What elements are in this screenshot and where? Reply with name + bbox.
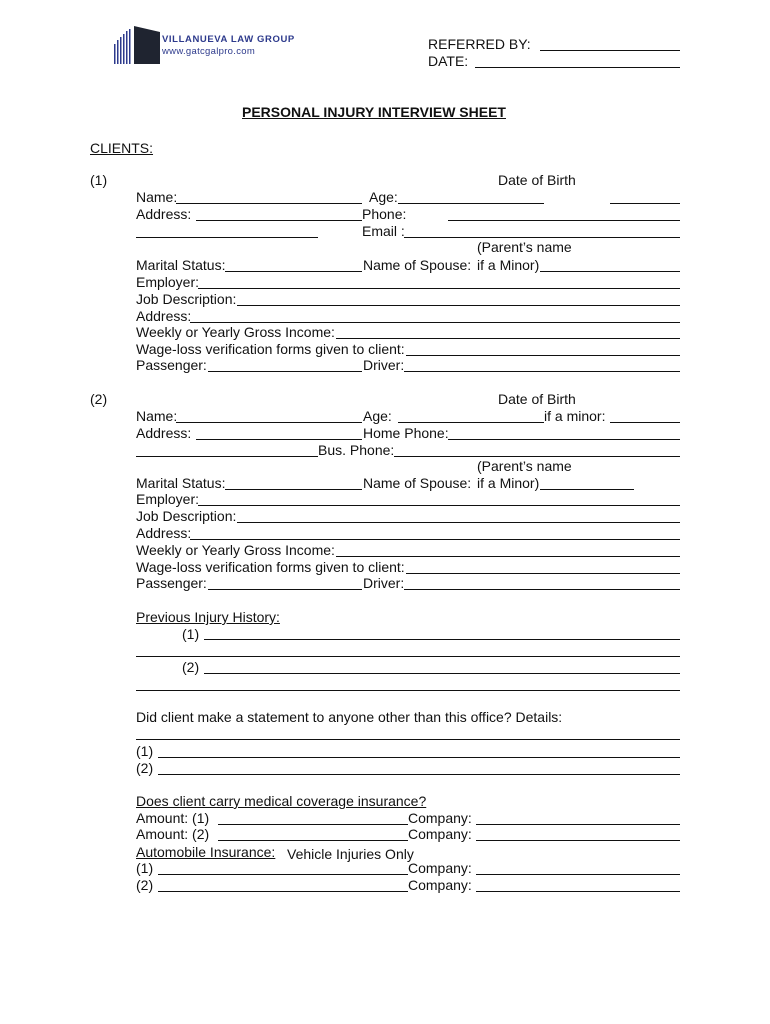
client1-email-field[interactable] xyxy=(404,237,680,238)
client2-address-line2-field[interactable] xyxy=(136,456,318,457)
client2-address2-field[interactable] xyxy=(190,539,680,540)
date-label: DATE: xyxy=(428,53,469,69)
client2-home-phone-field[interactable] xyxy=(448,439,680,440)
client2-age-field[interactable] xyxy=(398,422,544,423)
client2-driver-field[interactable] xyxy=(404,589,680,590)
client2-if-minor-label: if a Minor) xyxy=(477,475,540,491)
client1-parents-name-label: (Parent’s name xyxy=(477,239,572,255)
client2-home-phone-label: Home Phone: xyxy=(363,425,449,441)
statement-item2-field[interactable] xyxy=(158,774,680,775)
client1-wage-label: Wage-loss verification forms given to client: xyxy=(136,341,405,357)
amount2-label: Amount: (2) xyxy=(136,826,210,842)
injury-item2-line2-field[interactable] xyxy=(136,690,680,691)
client1-marital-label: Marital Status: xyxy=(136,257,226,273)
client1-parent-spouse-field[interactable] xyxy=(540,271,680,272)
date-field[interactable] xyxy=(475,67,680,68)
insurance-heading: Does client carry medical coverage insurance? xyxy=(136,793,427,809)
client2-marital-field[interactable] xyxy=(225,489,362,490)
client2-dob-label: Date of Birth xyxy=(498,391,576,407)
client2-employer-field[interactable] xyxy=(198,505,680,506)
client1-income-label: Weekly or Yearly Gross Income: xyxy=(136,324,335,340)
client2-address-field[interactable] xyxy=(196,439,362,440)
client2-bus-phone-label: Bus. Phone: xyxy=(318,442,395,458)
client2-name-label: Name: xyxy=(136,408,178,424)
client2-address-label: Address: xyxy=(136,425,192,441)
client2-bus-phone-field[interactable] xyxy=(394,456,680,457)
client1-name-field[interactable] xyxy=(176,203,362,204)
company1-field[interactable] xyxy=(476,824,680,825)
auto-insurance-heading: Automobile Insurance: xyxy=(136,844,276,860)
client1-address-field[interactable] xyxy=(196,220,362,221)
client2-job-label: Job Description: xyxy=(136,508,237,524)
client1-dob-field[interactable] xyxy=(610,203,680,204)
client2-age-label: Age: xyxy=(363,408,392,424)
client1-driver-field[interactable] xyxy=(404,371,680,372)
client1-email-label: Email : xyxy=(362,223,405,239)
injury-item1-field[interactable] xyxy=(204,639,680,640)
client1-age-label: Age: xyxy=(369,189,398,205)
firm-logo xyxy=(110,22,350,66)
injury-item1-line2-field[interactable] xyxy=(136,656,680,657)
injury-history-heading: Previous Injury History: xyxy=(136,609,280,625)
client2-wage-field[interactable] xyxy=(406,573,680,574)
client1-wage-field[interactable] xyxy=(406,355,680,356)
client1-number: (1) xyxy=(90,172,108,188)
vehicle-injuries-note: Vehicle Injuries Only xyxy=(287,846,414,862)
amount1-label: Amount: (1) xyxy=(136,810,210,826)
injury-item2-field[interactable] xyxy=(204,673,680,674)
company2-field[interactable] xyxy=(476,840,680,841)
amount2-field[interactable] xyxy=(218,840,408,841)
client2-passenger-label: Passenger: xyxy=(136,575,207,591)
logo-firm-name: VILLANUEVA LAW GROUP xyxy=(162,34,295,45)
amount1-field[interactable] xyxy=(218,824,408,825)
client2-income-field[interactable] xyxy=(336,556,680,557)
statement-item1-label: (1) xyxy=(136,743,154,759)
client1-job-field[interactable] xyxy=(237,305,680,306)
client1-driver-label: Driver: xyxy=(363,357,405,373)
statement-item2-label: (2) xyxy=(136,760,154,776)
statement-details-field[interactable] xyxy=(136,739,680,740)
client2-number: (2) xyxy=(90,391,108,407)
client1-if-minor-label: if a Minor) xyxy=(477,257,540,273)
client1-address-label: Address: xyxy=(136,206,192,222)
auto-company2-label: Company: xyxy=(408,877,472,893)
clients-label: CLIENTS: xyxy=(90,140,154,156)
referred-by-field[interactable] xyxy=(540,50,680,51)
page-title: PERSONAL INJURY INTERVIEW SHEET xyxy=(242,104,506,120)
client2-if-minor-colon-label: if a minor: xyxy=(544,408,606,424)
client1-age-field[interactable] xyxy=(398,203,544,204)
auto2-label: (2) xyxy=(136,877,154,893)
building-logo-icon xyxy=(110,22,160,66)
client1-marital-field[interactable] xyxy=(225,271,362,272)
client2-marital-label: Marital Status: xyxy=(136,475,226,491)
auto2-field[interactable] xyxy=(158,891,408,892)
client1-address2-label: Address: xyxy=(136,308,192,324)
client1-phone-field[interactable] xyxy=(448,220,680,221)
referred-by-label: REFERRED BY: xyxy=(428,36,531,52)
auto-company1-field[interactable] xyxy=(476,874,680,875)
auto1-field[interactable] xyxy=(158,874,408,875)
client1-employer-label: Employer: xyxy=(136,274,200,290)
client2-employer-label: Employer: xyxy=(136,491,200,507)
auto-company2-field[interactable] xyxy=(476,891,680,892)
client1-dob-label: Date of Birth xyxy=(498,172,576,188)
client2-name-field[interactable] xyxy=(176,422,362,423)
logo-website: www.gatcgalpro.com xyxy=(162,46,256,57)
client2-wage-label: Wage-loss verification forms given to client: xyxy=(136,559,405,575)
client2-passenger-field[interactable] xyxy=(208,589,362,590)
auto-company1-label: Company: xyxy=(408,860,472,876)
client2-job-field[interactable] xyxy=(237,522,680,523)
client1-address2-field[interactable] xyxy=(190,322,680,323)
company1-label: Company: xyxy=(408,810,472,826)
client2-address2-label: Address: xyxy=(136,525,192,541)
injury-item2-label: (2) xyxy=(182,659,200,675)
client2-dob-field[interactable] xyxy=(610,422,680,423)
client1-income-field[interactable] xyxy=(336,338,680,339)
client2-spouse-label: Name of Spouse: xyxy=(363,475,472,491)
client2-parents-name-label: (Parent’s name xyxy=(477,458,572,474)
client1-spouse-label: Name of Spouse: xyxy=(363,257,472,273)
client2-income-label: Weekly or Yearly Gross Income: xyxy=(136,542,335,558)
auto1-label: (1) xyxy=(136,860,154,876)
statement-question: Did client make a statement to anyone other than this office? Details: xyxy=(136,709,563,725)
client2-driver-label: Driver: xyxy=(363,575,405,591)
client1-job-label: Job Description: xyxy=(136,291,237,307)
client1-passenger-label: Passenger: xyxy=(136,357,207,373)
client1-address-line2-field[interactable] xyxy=(136,237,318,238)
client1-employer-field[interactable] xyxy=(198,288,680,289)
statement-item1-field[interactable] xyxy=(158,757,680,758)
client1-phone-label: Phone: xyxy=(362,206,407,222)
client1-passenger-field[interactable] xyxy=(208,371,362,372)
company2-label: Company: xyxy=(408,826,472,842)
client1-name-label: Name: xyxy=(136,189,178,205)
injury-item1-label: (1) xyxy=(182,626,200,642)
client2-parent-spouse-field[interactable] xyxy=(540,489,634,490)
